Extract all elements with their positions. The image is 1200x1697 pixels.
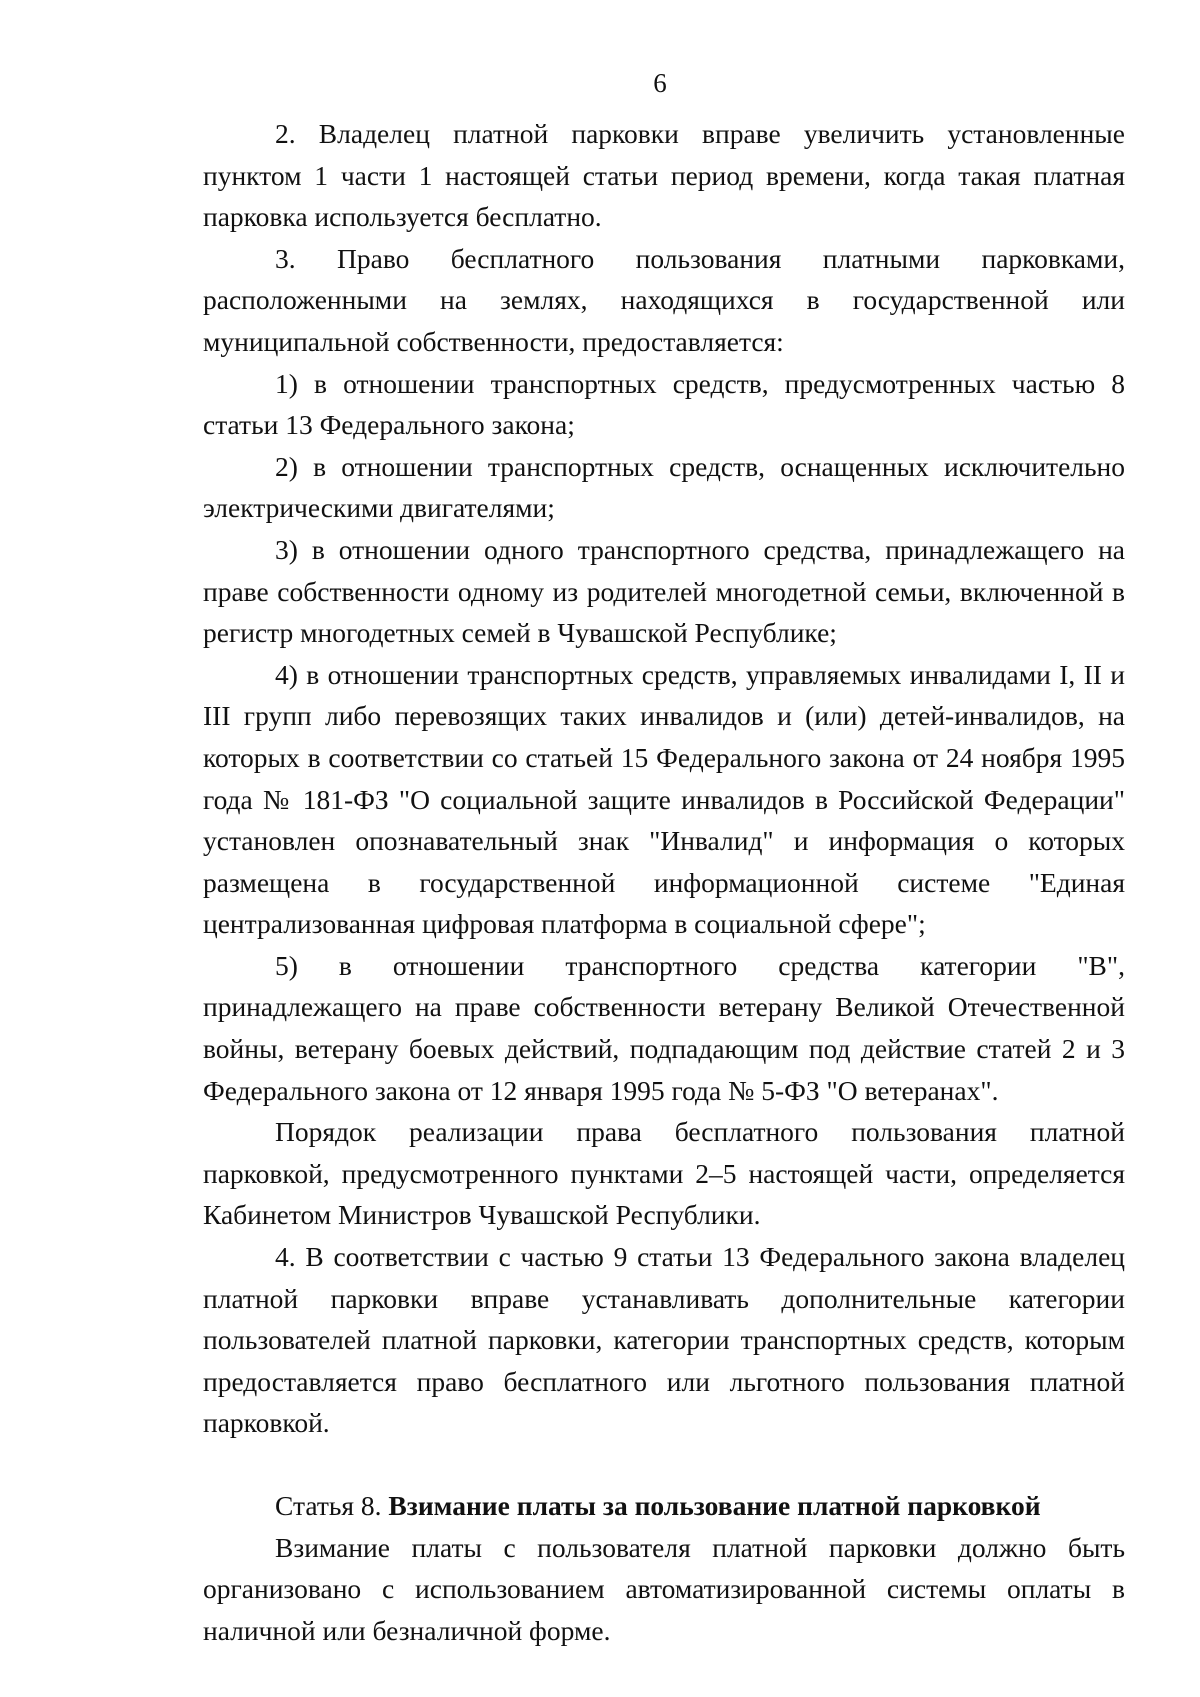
page-number: 6 — [653, 68, 667, 98]
article-label: Статья 8. — [275, 1490, 382, 1521]
paragraph: 2. Владелец платной парковки вправе увеличить установленные пунктом 1 части 1 настоящей статьи период времени, когда такая платная парковка используется бесплатно. — [203, 118, 1125, 233]
paragraph: 4. В соответствии с частью 9 статьи 13 Федерального закона владелец платной парковки вправе устанавливать дополнительные категории пользователей платной парковки, категории транспортных средств, которым предоставляется право бесплатного или льготного пользования платной парковкой. — [203, 1241, 1125, 1439]
article-heading — [203, 1485, 1125, 1527]
document-body — [203, 113, 1125, 1651]
paragraph: 3. Право бесплатного пользования платными парковками, расположенными на землях, находящихся в государственной или муниципальной собственности, предоставляется: — [203, 242, 1125, 357]
paragraph: Порядок реализации права бесплатного пользования платной парковкой, предусмотренного пунктами 2–5 настоящей части, определяется Кабинетом Министров Чувашской Республики. — [203, 1116, 1125, 1231]
paragraph: Взимание платы с пользователя платной парковки должно быть организовано с использованием автоматизированной системы оплаты в наличной или безналичной форме. — [203, 1531, 1125, 1646]
article-title: Взимание платы за пользование платной парковкой — [388, 1490, 1041, 1521]
list-item: 2) в отношении транспортных средств, оснащенных исключительно электрическими двигателями; — [203, 450, 1125, 524]
list-item: 4) в отношении транспортных средств, управляемых инвалидами I, II и III групп либо перевозящих таких инвалидов и (или) детей-инвалидов, на которых в соответствии со статьей 15 Федерального закона от 24 ноября 1995 года № 181-ФЗ "О социальной защите инвалидов в Российской Федерации" установлен опознавательный знак "Инвалид" и информация о которых размещена в государственной информационной системе "Единая централизованная цифровая платформа в социальной сфере"; — [203, 658, 1125, 940]
list-item: 5) в отношении транспортного средства категории "B", принадлежащего на праве собственности ветерану Великой Отечественной войны, ветерану боевых действий, подпадающим под действие статей 2 и 3 Федерального закона от 12 января 1995 года № 5-ФЗ "О ветеранах". — [203, 949, 1125, 1106]
list-item: 1) в отношении транспортных средств, предусмотренных частью 8 статьи 13 Федерального закона; — [203, 367, 1125, 441]
list-item: 3) в отношении одного транспортного средства, принадлежащего на праве собственности одному из родителей многодетной семьи, включенной в регистр многодетных семей в Чувашской Республике; — [203, 533, 1125, 649]
